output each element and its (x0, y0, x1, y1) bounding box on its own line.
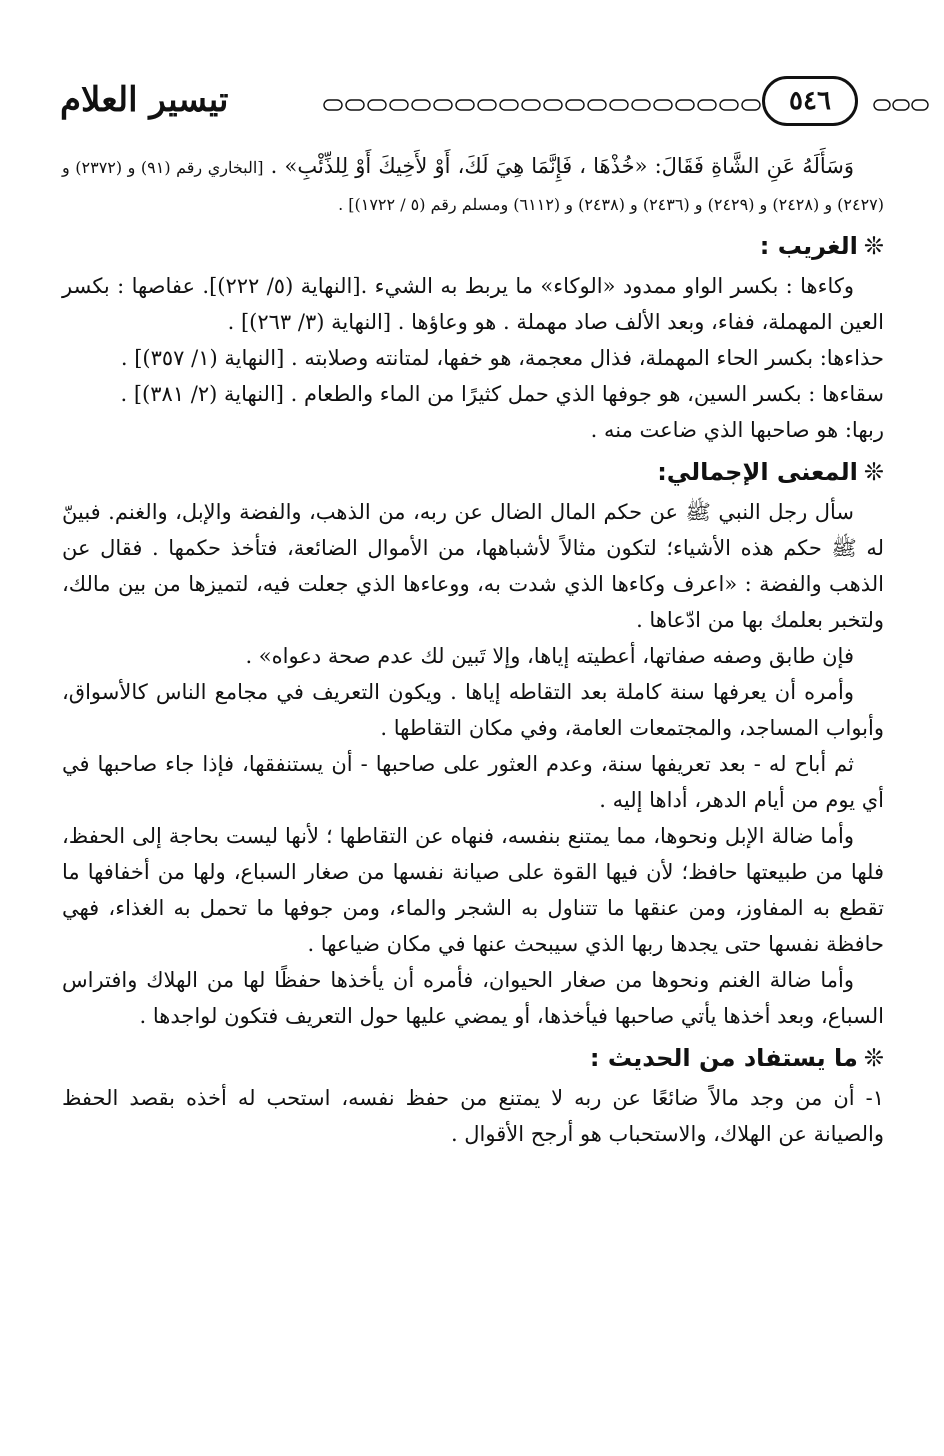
asterism-icon: ❊ (863, 458, 884, 486)
section-heading-ijmali: ❊المعنى الإجمالي: (657, 458, 884, 486)
decorative-ornament-rule (322, 98, 762, 112)
ijmali-paragraph: وأما ضالة الغنم ونحوها من صغار الحيوان، فأمره أن يأخذها حفظًا لها من الهلاك وافتراس السباع، وبعد أخذها يأتي صاحبها فيأخذها، أو يمضي عليها حول التعريف فتكون لواجدها . (62, 968, 884, 1028)
page-header (60, 76, 880, 136)
hadith-citation: [البخاري رقم (٩١) و (٢٣٧٢) و (٢٤٢٧) و (٢٤٢٨) و (٢٤٢٩) و (٢٤٣٦) و (٢٤٣٨) و (٦١١٢) ومسلم رقم (٥ / ١٧٢٢)] . (62, 158, 884, 214)
gharib-line: سقاءها : بكسر السين، هو جوفها الذي حمل كثيرًا من الماء والطعام . [النهاية (٢/ ٣٨١)] . (120, 382, 884, 406)
ijmali-paragraph: وأمره أن يعرفها سنة كاملة بعد التقاطه إياها . ويكون التعريف في مجامع الناس كالأسواق، وأبواب المساجد، والمجتمعات العامة، وفي مكان التقاطها . (62, 680, 884, 740)
hadith-text: وَسَأَلَهُ عَنِ الشَّاةِ فَقَالَ: «خُذْهَا ، فَإِنَّمَا هِيَ لَكَ، أَوْ لأَخِيكَ أَوْ لِلذِّئْبِ» . (270, 154, 855, 178)
page-body (62, 148, 884, 1152)
fawaid-item: ١- أن من وجد مالاً ضائعًا عن ربه لا يمتنع من حفظ نفسه، استحب له أخذه بقصد الحفظ والصيانة عن الهلاك، والاستحباب هو أرجح الأقوال . (62, 1086, 884, 1146)
decorative-ornament-end (872, 98, 930, 112)
asterism-icon: ❊ (863, 1044, 884, 1072)
intro-paragraph (62, 148, 884, 222)
section-heading-fawaid: ❊ما يستفاد من الحديث : (589, 1044, 884, 1072)
ijmali-paragraph: سأل رجل النبي ﷺ عن حكم المال الضال عن ربه، من الذهب، والفضة والإبل، والغنم. فبينّ له ﷺ حكم هذه الأشياء؛ لتكون مثالاً لأشباهها، من الأموال الضائعة، فتأخذ حكمها . فقال عن الذهب والفضة : «اعرف وكاءها الذي شدت به، ووعاءها الذي جعلت فيه، لتميزها من بين مالك، ولتخبر بعلمك بها من ادّعاها . (62, 500, 884, 632)
ijmali-paragraph: وأما ضالة الإبل ونحوها، مما يمتنع بنفسه، فنهاه عن التقاطها ؛ لأنها ليست بحاجة إلى الحفظ، فلها من طبيعتها حافظ؛ لأن فيها القوة على صيانة نفسها من صغار السباع، ولها من أخفافها ما تقطع به المفاوز، ومن عنقها ما تتناول به الشجر والماء، ومن جوفها ما تحمل به الغذاء، فهي حافظة نفسها حتى يجدها ربها الذي سيبحث عنها في مكان ضياعها . (62, 824, 884, 956)
ijmali-paragraph: فإن طابق وصفه صفاتها، أعطيته إياها، وإلا تَبين لك عدم صحة دعواه» . (245, 644, 854, 668)
gharib-line: ربها: هو صاحبها الذي ضاعت منه . (590, 418, 884, 442)
section-heading-gharib: ❊الغريب : (759, 232, 884, 260)
page-number: ٥٤٦ (762, 76, 858, 126)
asterism-icon: ❊ (863, 232, 884, 260)
gharib-line: وكاءها : بكسر الواو ممدود «الوكاء» ما يربط به الشيء .[النهاية (٥/ ٢٢٢)]. عفاصها : بكسر العين المهملة، ففاء، وبعد الألف صاد مهملة . هو وعاؤها . [النهاية (٣/ ٢٦٣)] . (62, 274, 884, 334)
gharib-line: حذاءها: بكسر الحاء المهملة، فذال معجمة، هو خفها، لمتانته وصلابته . [النهاية (١/ ٣٥٧)] . (120, 346, 884, 370)
running-title: تيسير العلام (60, 80, 229, 120)
ijmali-paragraph: ثم أباح له - بعد تعريفها سنة، وعدم العثور على صاحبها - أن يستنفقها، فإذا جاء صاحبها في أي يوم من أيام الدهر، أداها إليه . (62, 752, 884, 812)
